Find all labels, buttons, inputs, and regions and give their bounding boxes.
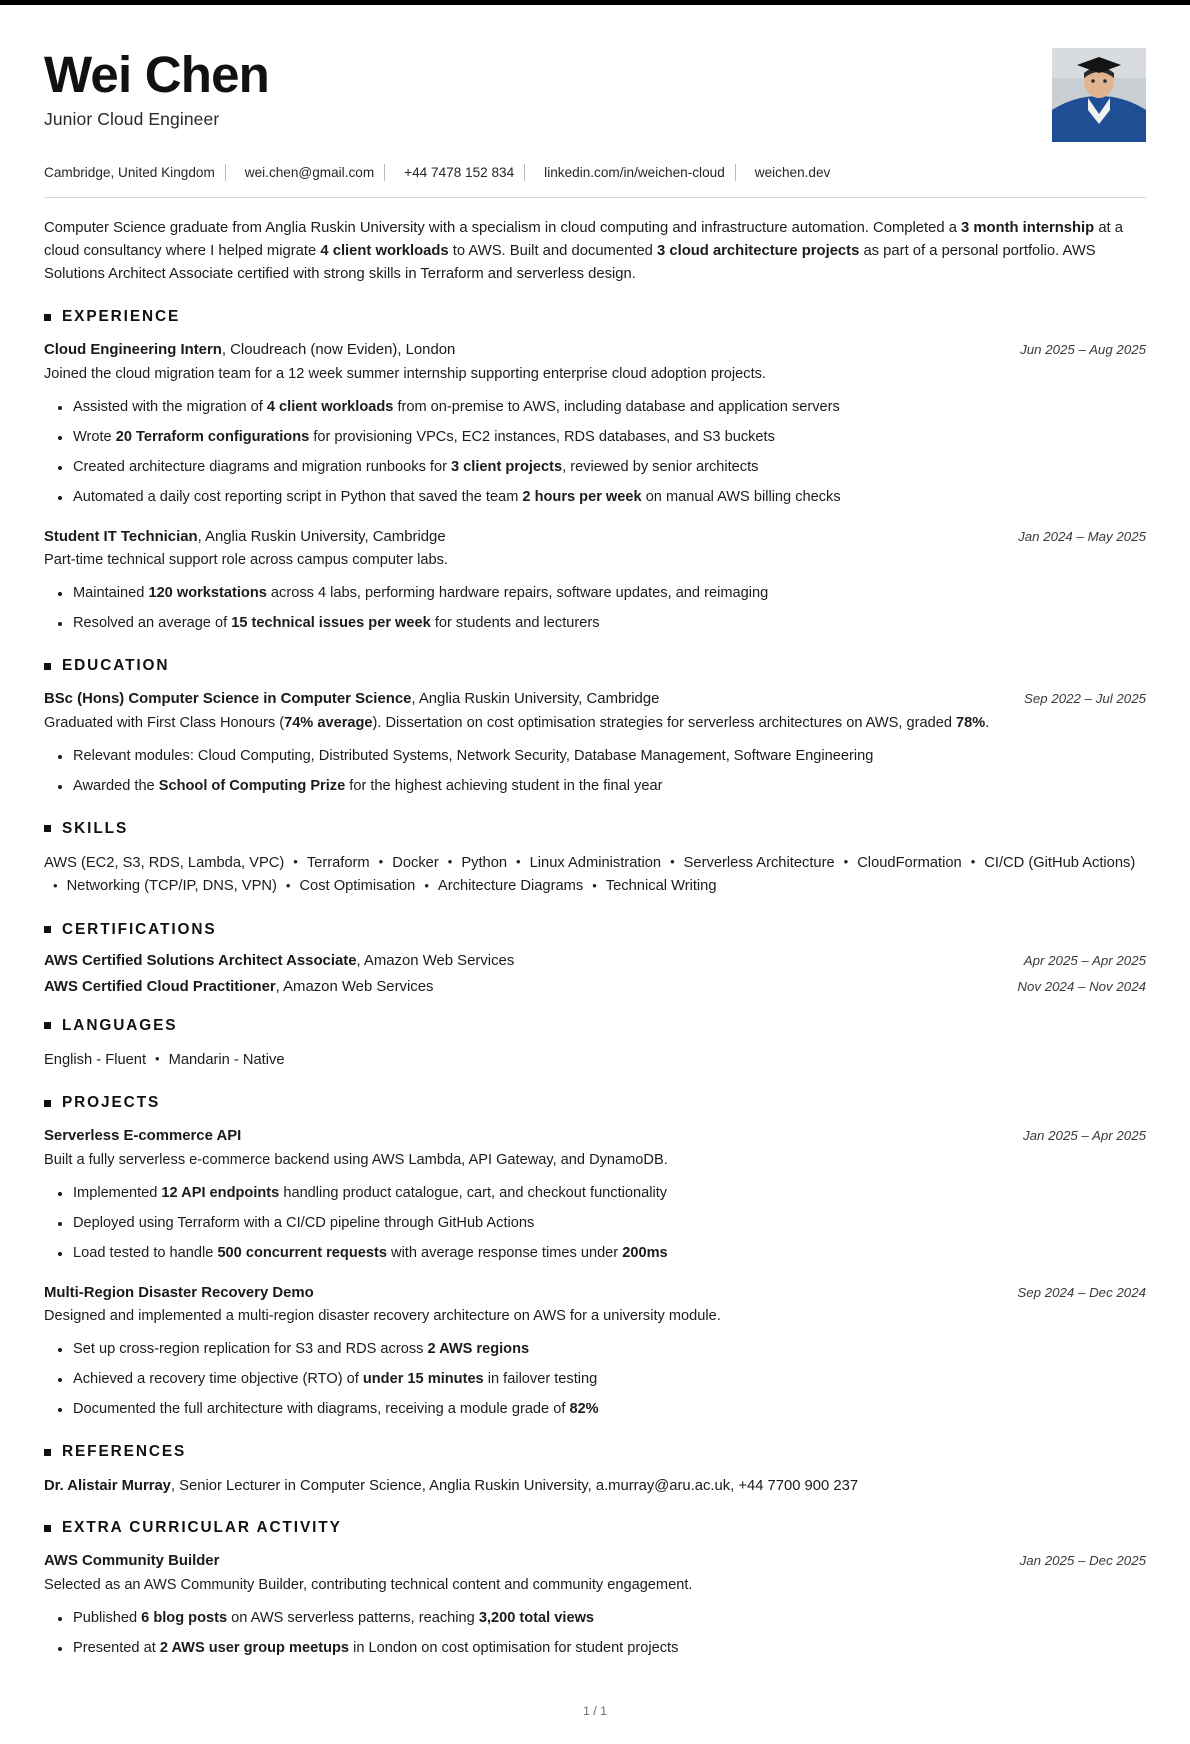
bullet-text: Load tested to handle [73,1244,218,1261]
dot-separator-icon: • [155,1051,160,1067]
bullet-text: Documented the full architecture with diagrams, receiving a module grade of [73,1401,570,1418]
bullet-emphasis: 3,200 total views [478,1609,595,1626]
entry-description-text: Part-time technical support role across campus computer labs. [44,552,448,569]
section-skills [44,820,1146,899]
entry-description-text: Designed and implemented a multi-region disaster recovery architecture on AWS for a university module. [44,1308,721,1325]
bullet-text: Presented at [73,1639,160,1656]
summary-text: Computer Science graduate from Anglia Ruskin University with a specialism in cloud computing and infrastructure automation. Completed a [44,220,962,236]
dot-separator-icon: • [843,854,849,870]
certification-date: Apr 2025 – Apr 2025 [1023,952,1146,968]
entry-description [44,550,1146,572]
bullet-emphasis: 120 workstations [148,585,267,602]
bullet-text: on AWS serverless patterns, reaching [227,1609,479,1626]
list-item [44,1638,1146,1660]
entry-description-emphasis: 74% average [284,714,373,731]
entry-date: Jun 2025 – Aug 2025 [1020,342,1146,358]
entry-bullet-list [44,1339,1146,1421]
bullet-text: Deployed using Terraform with a CI/CD pipeline through GitHub Actions [73,1214,535,1231]
entry-date: Sep 2024 – Dec 2024 [1017,1284,1146,1300]
contact-item-5[interactable]: weichen.dev [754,165,831,180]
square-bullet-icon [44,1022,51,1029]
bullet-emphasis: 2 hours per week [522,488,642,505]
section-heading-experience [44,308,1146,326]
inline-list-item: Networking (TCP/IP, DNS, VPN) [66,878,277,895]
square-bullet-icon [44,1100,51,1107]
bullet-text: Maintained [73,585,149,602]
bullet-emphasis: 200ms [622,1244,668,1261]
section-heading-label: EXPERIENCE [62,308,181,326]
entry [44,527,1146,636]
bullet-text: for students and lecturers [430,615,600,632]
dot-separator-icon: • [53,877,58,893]
section-heading-certifications [44,921,1146,939]
certification-name [44,953,514,969]
list-item [44,1243,1146,1265]
certification-emphasis: AWS Certified Solutions Architect Associate [44,952,357,969]
list-item [44,397,1146,419]
section-languages [44,1017,1146,1073]
entry-header [44,527,1146,548]
entry [44,1126,1146,1264]
entry-title-emphasis: AWS Community Builder [44,1553,220,1570]
square-bullet-icon [44,926,51,933]
certification-emphasis: AWS Certified Cloud Practitioner [44,978,276,995]
section-heading-education [44,657,1146,675]
profile-photo-icon [1052,48,1146,142]
bullet-text: Awarded the [73,777,159,794]
bullet-emphasis: 82% [569,1401,599,1418]
contact-item-2[interactable]: wei.chen@gmail.com [244,165,375,180]
square-bullet-icon [44,825,51,832]
inline-list-item: Docker [392,854,439,871]
entry-header [44,1551,1146,1572]
bullet-emphasis: 12 API endpoints [161,1184,280,1201]
square-bullet-icon [44,1525,51,1532]
bullet-text: handling product catalogue, cart, and checkout functionality [279,1184,668,1201]
inline-list-item: Architecture Diagrams [437,878,584,895]
list-item [44,1213,1146,1235]
bullet-text: for the highest achieving student in the final year [345,777,663,794]
certification-text: , Amazon Web Services [275,978,434,995]
section-extra-curricular-activity [44,1519,1146,1660]
entry-title-emphasis: BSc (Hons) Computer Science in Computer Science [44,691,412,708]
section-heading-label: EDUCATION [62,657,170,675]
contact-separator [225,164,226,181]
section-heading-extra-curricular-activity [44,1519,1146,1537]
dot-separator-icon: • [970,854,976,870]
square-bullet-icon [44,663,51,670]
contact-separator [735,164,736,181]
entry-description-emphasis: 78% [956,714,986,731]
resume-header [44,34,1146,142]
bullet-text: Resolved an average of [73,615,232,632]
list-item [44,1369,1146,1391]
entry-description-text: Built a fully serverless e-commerce backend using AWS Lambda, API Gateway, and DynamoDB. [44,1152,668,1169]
entry-title-text: , Anglia Ruskin University, Cambridge [411,691,660,708]
reference-text: , Senior Lecturer in Computer Science, Anglia Ruskin University, a.murray@aru.ac.uk, +44 7700 900 237 [170,1478,859,1494]
section-heading-label: PROJECTS [62,1094,161,1112]
bullet-emphasis: 20 Terraform configurations [115,428,310,445]
bullet-text: , reviewed by senior architects [562,458,759,475]
summary-text: at a cloud consultancy where I helped migrate [44,220,1124,260]
header-identity [44,42,1052,130]
entry-title [44,1551,1000,1572]
list-item [44,1183,1146,1205]
inline-list-item: CI/CD (GitHub Actions) [984,854,1136,871]
entry-title [44,340,1000,361]
dot-separator-icon: • [424,877,429,893]
bullet-text: Assisted with the migration of [73,398,267,415]
inline-list-skills [44,852,1146,899]
summary-paragraph [44,217,1146,286]
list-item [44,427,1146,449]
reference-emphasis: Dr. Alistair Murray [44,1478,171,1494]
summary-emphasis: 3 month internship [961,220,1095,236]
summary-emphasis: 3 cloud architecture projects [657,243,860,260]
square-bullet-icon [44,1449,51,1456]
entry-description [44,713,1146,735]
entry-description-text: Graduated with First Class Honours ( [44,714,285,731]
bullet-emphasis: 4 client workloads [266,398,394,415]
summary-text: to AWS. Built and documented [448,243,658,260]
entry-description-text: . [985,714,990,731]
entry-header [44,689,1146,710]
contact-separator [524,164,525,181]
inline-list-item: Terraform [306,854,370,871]
entry-date: Jan 2025 – Dec 2025 [1019,1553,1146,1569]
entry-description-text: Joined the cloud migration team for a 12 week summer internship supporting enterprise cloud adoption projects. [44,366,766,383]
entry-description [44,1150,1146,1172]
entry-title [44,527,998,548]
entry-header [44,1283,1146,1304]
bullet-text: Automated a daily cost reporting script in Python that saved the team [73,488,523,505]
dot-separator-icon: • [378,854,384,870]
summary-emphasis: 4 client workloads [320,243,449,260]
list-item [44,1608,1146,1630]
entry [44,1551,1146,1660]
list-item [44,746,1146,768]
list-item [44,1339,1146,1361]
certification-date: Nov 2024 – Nov 2024 [1017,978,1146,994]
certification-row [44,953,1146,969]
bullet-text: across 4 labs, performing hardware repairs, software updates, and reimaging [266,585,769,602]
entry-title-text: , Anglia Ruskin University, Cambridge [197,528,446,545]
bullet-text: for provisioning VPCs, EC2 instances, RDS databases, and S3 buckets [309,428,775,445]
bullet-emphasis: 500 concurrent requests [217,1244,387,1261]
bullet-text: Published [73,1609,142,1626]
bullet-text: from on-premise to AWS, including database and application servers [393,398,840,415]
certification-text: , Amazon Web Services [356,952,515,969]
inline-list-item: AWS (EC2, S3, RDS, Lambda, VPC) [44,854,285,871]
bullet-emphasis: 2 AWS user group meetups [159,1639,350,1656]
bullet-text: Set up cross-region replication for S3 and RDS across [73,1341,428,1358]
bullet-emphasis: 15 technical issues per week [231,615,431,632]
dot-separator-icon: • [670,854,675,870]
entry-bullet-list [44,1183,1146,1265]
sections-container [44,308,1146,1659]
certification-row [44,979,1146,995]
section-references [44,1443,1146,1497]
job-title: Junior Cloud Engineer [44,109,220,130]
bullet-text: with average response times under [386,1244,623,1261]
bullet-text: Relevant modules: Cloud Computing, Distributed Systems, Network Security, Database Management, Software Engineering [73,747,874,764]
reference-line [44,1475,1146,1497]
dot-separator-icon: • [447,854,453,870]
entry-description [44,1575,1146,1597]
entry-date: Sep 2022 – Jul 2025 [1024,691,1146,707]
section-projects [44,1094,1146,1421]
contact-item-3[interactable]: +44 7478 152 834 [404,165,515,180]
bullet-emphasis: 3 client projects [451,458,563,475]
dot-separator-icon: • [285,877,291,893]
list-item [44,613,1146,635]
section-heading-label: LANGUAGES [62,1016,178,1034]
dot-separator-icon: • [592,877,597,893]
entry-description-text: ). Dissertation on cost optimisation strategies for serverless architectures on AWS, graded [372,714,956,731]
bullet-text: Created architecture diagrams and migration runbooks for [73,458,452,475]
bullet-text: in failover testing [483,1371,598,1388]
entry-description-text: Selected as an AWS Community Builder, contributing technical content and community engagement. [44,1577,693,1594]
bullet-emphasis: under 15 minutes [362,1371,484,1388]
section-heading-skills [44,820,1146,838]
list-item [44,776,1146,798]
entry [44,1283,1146,1421]
entry-bullet-list [44,746,1146,798]
section-education [44,657,1146,798]
entry-description [44,1306,1146,1328]
page-footer: 1 / 1 [582,1703,608,1718]
entry-date: Jan 2025 – Apr 2025 [1023,1128,1146,1144]
section-certifications [44,921,1146,995]
bullet-text: on manual AWS billing checks [641,488,841,505]
inline-list-item: English - Fluent [44,1051,147,1068]
dot-separator-icon: • [293,854,298,870]
bullet-text: Achieved a recovery time objective (RTO) of [73,1371,363,1388]
bullet-text: in London on cost optimisation for student projects [349,1639,679,1656]
page-title: Wei Chen [44,46,270,103]
inline-list-item: Mandarin - Native [168,1051,285,1068]
list-item [44,583,1146,605]
inline-list-languages [44,1049,1146,1073]
avatar [1052,48,1146,142]
entry [44,340,1146,508]
inline-list-item: CloudFormation [857,854,962,871]
inline-list-item: Serverless Architecture [683,854,835,871]
entry [44,689,1146,798]
entry-date: Jan 2024 – May 2025 [1018,528,1146,544]
certification-name [44,979,433,995]
entry-title-emphasis: Multi-Region Disaster Recovery Demo [44,1284,314,1301]
entry-header [44,1126,1146,1147]
entry-bullet-list [44,397,1146,509]
entry-title [44,1283,997,1304]
list-item [44,487,1146,509]
section-heading-label: REFERENCES [62,1443,187,1460]
list-item [44,457,1146,479]
contact-row [44,164,1146,181]
bullet-emphasis: School of Computing Prize [158,777,346,794]
entry-title-text: , Cloudreach (now Eviden), London [221,342,456,359]
entry-bullet-list [44,583,1146,635]
top-accent-bar [0,0,1190,5]
entry-description [44,364,1146,386]
dot-separator-icon: • [516,854,521,870]
list-item [44,1399,1146,1421]
inline-list-item: Linux Administration [529,854,662,871]
entry-header [44,340,1146,361]
entry-bullet-list [44,1608,1146,1660]
section-heading-label: CERTIFICATIONS [62,920,217,938]
section-heading-label: EXTRA CURRICULAR ACTIVITY [62,1519,342,1537]
inline-list-item: Python [461,854,508,871]
contact-item-1[interactable]: Cambridge, United Kingdom [44,165,215,180]
section-experience [44,308,1146,635]
entry-title [44,689,1004,710]
summary-text: as part of a personal portfolio. AWS Solutions Architect Associate certified with strong skills in Terraform and serverless design. [44,243,1096,283]
inline-list-item: Technical Writing [605,878,717,895]
contact-item-4[interactable]: linkedin.com/in/weichen-cloud [544,165,725,180]
bullet-emphasis: 2 AWS regions [427,1341,530,1358]
section-heading-languages [44,1017,1146,1035]
section-heading-label: SKILLS [62,819,129,837]
header-divider [44,197,1146,198]
bullet-emphasis: 6 blog posts [141,1609,228,1626]
entry-title [44,1126,1003,1147]
section-heading-references [44,1443,1146,1461]
entry-title-emphasis: Serverless E-commerce API [44,1128,242,1145]
section-heading-projects [44,1094,1146,1112]
bullet-text: Implemented [73,1184,162,1201]
inline-list-item: Cost Optimisation [299,878,416,895]
entry-title-emphasis: Student IT Technician [44,528,198,545]
contact-separator [384,164,385,181]
bullet-text: Wrote [73,428,116,445]
square-bullet-icon [44,314,51,321]
entry-title-emphasis: Cloud Engineering Intern [44,342,222,359]
